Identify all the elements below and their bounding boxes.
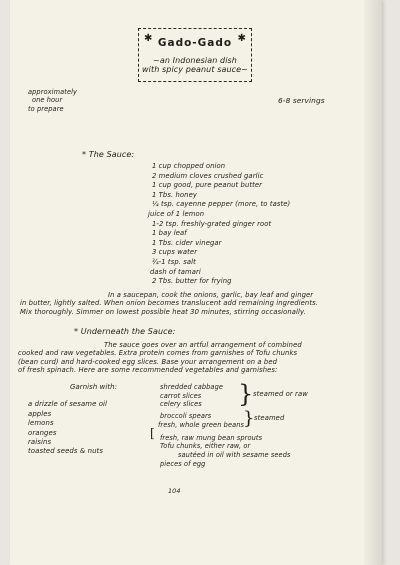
ingredient-item: 2 Tbs. butter for frying — [152, 277, 232, 286]
vegetable-item: celery slices — [160, 400, 202, 409]
steamed-or-raw-note: steamed or raw — [253, 390, 308, 398]
ingredient-item: 2 medium cloves crushed garlic — [152, 171, 264, 180]
brace-icon: } — [238, 380, 254, 408]
method-line: in butter, lightly salted. When onion becomes translucent add remaining ingredients. — [20, 299, 318, 308]
vegetable-item: pieces of egg — [160, 459, 206, 468]
vegetable-item: Tofu chunks, either raw, or — [160, 442, 251, 451]
bracket-left: [ — [150, 426, 155, 440]
ingredient-item: 1 Tbs. cider vinegar — [152, 238, 222, 247]
underneath-text — [18, 341, 302, 375]
garnish-item: oranges — [28, 428, 57, 437]
cookbook-page — [10, 0, 382, 565]
vegetable-item: sautéed in oil with sesame seeds — [178, 450, 291, 459]
method-line: In a saucepan, cook the onions, garlic, bay leaf and ginger — [108, 291, 314, 299]
recipe-title: Gado-Gado — [157, 37, 233, 49]
brace-icon: } — [243, 408, 255, 429]
ingredient-item: ¼ tsp. cayenne pepper (more, to taste) — [152, 200, 291, 209]
underneath-line: The sauce goes over an artful arrangement of combined — [104, 341, 302, 349]
vegetable-item: carrot slices — [160, 391, 202, 400]
sauce-heading: * The Sauce: — [82, 150, 135, 159]
ingredient-item: 1 cup chopped onion — [152, 162, 226, 170]
ingredient-item: 1 Tbs. honey — [152, 190, 197, 199]
ingredient-item: ¾-1 tsp. salt — [152, 257, 196, 266]
vegetable-item: fresh, whole green beans — [158, 420, 245, 429]
vegetable-item: shredded cabbage — [160, 383, 224, 391]
underneath-heading: * Underneath the Sauce: — [74, 327, 176, 336]
prep-time-line: to prepare — [28, 104, 64, 113]
star-icon: ✱ — [237, 33, 246, 44]
ingredient-item: 1 cup good, pure peanut butter — [152, 181, 263, 190]
recipe-subtitle — [139, 56, 251, 74]
page-number: 104 — [168, 487, 181, 495]
page-edge — [364, 0, 382, 565]
subtitle-line: ~an Indonesian dish — [153, 56, 237, 65]
garnish-heading: Garnish with: — [70, 383, 118, 391]
steamed-note: steamed — [254, 414, 285, 422]
prep-time-line: approximately — [28, 88, 78, 96]
vegetable-item: broccoli spears — [160, 412, 212, 421]
vegetable-item: fresh, raw mung bean sprouts — [160, 433, 263, 442]
title-box — [138, 28, 252, 82]
prep-time — [28, 88, 77, 113]
underneath-line: of fresh spinach. Here are some recommended vegetables and garnishes: — [18, 366, 278, 375]
sauce-ingredient-list — [148, 162, 291, 287]
star-icon: ✱ — [144, 33, 153, 44]
ingredient-item: 3 cups water — [152, 248, 198, 257]
ingredient-item: 1-2 tsp. freshly-grated ginger root — [152, 219, 272, 228]
garnish-list — [28, 383, 118, 457]
garnish-item: toasted seeds & nuts — [28, 447, 104, 456]
underneath-line: cooked and raw vegetables. Extra protein comes from garnishes of Tofu chunks — [18, 349, 298, 358]
servings: 6-8 servings — [278, 96, 325, 105]
garnish-item: lemons — [28, 419, 54, 428]
subtitle-line: with spicy peanut sauce~ — [142, 65, 248, 74]
ingredient-item: juice of 1 lemon — [148, 209, 205, 218]
sauce-method — [20, 291, 318, 316]
garnish-item: a drizzle of sesame oil — [28, 400, 108, 409]
underneath-line: (bean curd) and hard-cooked egg slices. Base your arrangement on a bed — [18, 357, 278, 366]
ingredient-item: dash of tamari — [150, 267, 201, 276]
garnish-item: apples — [28, 409, 52, 418]
ingredient-item: 1 bay leaf — [152, 229, 187, 238]
prep-time-line: one hour — [32, 96, 63, 105]
method-line: Mix thoroughly. Simmer on lowest possible heat 30 minutes, stirring occasionally. — [20, 307, 306, 316]
garnish-item: raisins — [28, 438, 52, 447]
